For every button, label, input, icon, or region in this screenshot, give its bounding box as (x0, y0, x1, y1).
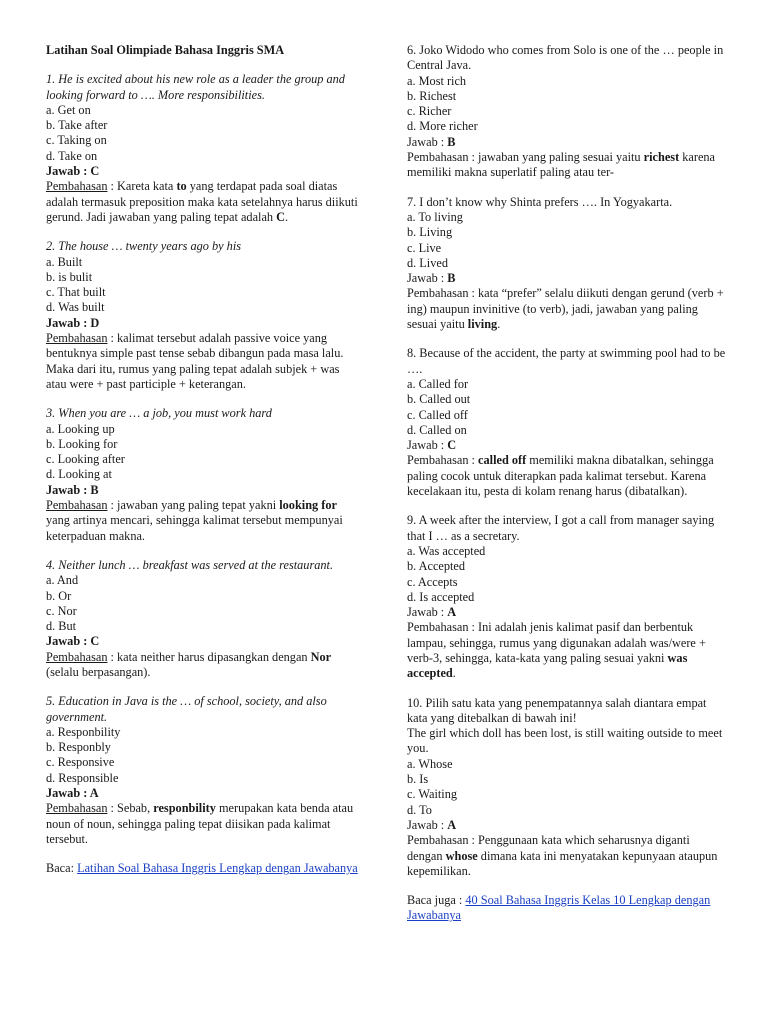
question-text: 2. The house … twenty years ago by his (46, 239, 242, 254)
related-article-link[interactable]: 40 Soal Bahasa Inggris Kelas 10 Lengkap dengan Jawabanya (407, 893, 711, 923)
option-b: b. Take after (46, 118, 108, 133)
discussion-bold: responbility (153, 801, 216, 816)
discussion-bold: living (467, 317, 498, 332)
option-d: d. Looking at (46, 467, 112, 482)
discussion (46, 650, 362, 681)
option-d: d. Was built (46, 300, 105, 315)
option-b: b. Richest (407, 88, 457, 103)
option-b: b. is bulit (46, 269, 93, 284)
question-text: 7. I don’t know why Shinta prefers …. In Yogyakarta. (407, 194, 673, 209)
option-d: d. Called on (407, 422, 467, 437)
option-d: d. But (46, 619, 77, 634)
option-b: b. Looking for (46, 436, 118, 451)
discussion-text: Pembahasan : (407, 453, 479, 468)
discussion-label: Pembahasan (46, 179, 108, 194)
question-text: 9. A week after the interview, I got a call from manager saying that I … as a secretary. (407, 513, 715, 543)
discussion-text: : kalimat tersebut adalah passive voice yang bentuknya simple past tense sebab dibangun pada masa lalu. Maka dari itu, rumus yang paling tepat adalah subjek + was atau were + past participle + keterangan. (46, 331, 344, 391)
option-d: d. More richer (407, 119, 478, 134)
option-c: c. Taking on (46, 133, 107, 148)
discussion (407, 453, 727, 499)
page-title: Latihan Soal Olimpiade Bahasa Inggris SMA (46, 43, 285, 57)
discussion-text: . (285, 209, 289, 224)
discussion-text: (selalu berpasangan). (46, 664, 151, 679)
question-4 (46, 558, 362, 680)
read-also-prefix: Baca juga : (407, 893, 466, 908)
answer-label: Jawab : (407, 817, 448, 832)
option-a: a. Was accepted (407, 543, 486, 558)
answer-letter: C (447, 438, 457, 453)
question-text: 10. Pilih satu kata yang penempatannya salah diantara empat kata yang ditebalkan di bawah ini! (407, 695, 707, 725)
option-a: a. Looking up (46, 421, 115, 436)
discussion-text: Pembahasan : jawaban yang paling sesuai yaitu (407, 150, 644, 165)
option-a: a. Built (46, 254, 83, 269)
answer: Jawab : C (46, 634, 100, 649)
question-1 (46, 72, 362, 225)
question-2 (46, 239, 362, 392)
discussion (407, 150, 727, 181)
option-c: c. Live (407, 240, 442, 255)
discussion-text: : kata neither harus dipasangkan dengan (107, 649, 311, 664)
discussion-text: : Sebab, (107, 801, 154, 816)
discussion (46, 331, 362, 392)
discussion-label: Pembahasan (46, 331, 108, 346)
option-a: a. Whose (407, 756, 453, 771)
option-b: b. Living (407, 225, 453, 240)
option-b: b. Responbly (46, 740, 111, 755)
discussion-text: Pembahasan : Penggunaan kata which seharusnya diganti dengan (407, 833, 690, 863)
option-d: d. Take on (46, 148, 98, 163)
discussion-text: Pembahasan : Ini adalah jenis kalimat pasif dan berbentuk lampau, sehingga, rumus yang digunakan adalah was/were + verb-3, sehingga, kata-kata yang paling sesuai yakni (407, 620, 706, 665)
discussion (46, 801, 362, 847)
answer (407, 605, 727, 620)
answer-label: Jawab : (407, 134, 448, 149)
answer: Jawab : A (46, 786, 99, 801)
option-d: d. Is accepted (407, 589, 475, 604)
option-c: c. Accepts (407, 574, 458, 589)
answer (407, 818, 727, 833)
answer-label: Jawab : (407, 271, 448, 286)
option-a: a. To living (407, 209, 463, 224)
answer-letter: A (447, 605, 457, 620)
read-also (46, 861, 362, 876)
discussion-text: karena memiliki makna superlatif paling atau ter- (407, 150, 716, 180)
option-d: d. To (407, 802, 432, 817)
option-c: c. Waiting (407, 787, 458, 802)
question-text: 5. Education in Java is the … of school, society, and also government. (46, 694, 327, 724)
discussion-label: Pembahasan (46, 649, 108, 664)
discussion-text: . (497, 317, 501, 332)
discussion-text: dimana kata ini menyatakan kepunyaan ataupun kepemilikan. (407, 848, 718, 878)
answer: Jawab : D (46, 315, 100, 330)
right-column (407, 43, 727, 924)
answer-letter: A (447, 817, 457, 832)
related-article-link[interactable]: Latihan Soal Bahasa Inggris Lengkap dengan Jawabanya (77, 861, 358, 876)
question-text: 4. Neither lunch … breakfast was served at the restaurant. (46, 557, 334, 572)
question-10 (407, 696, 727, 880)
discussion-bold: to (176, 179, 187, 194)
option-b: b. Is (407, 772, 429, 787)
discussion-text: memiliki makna dibatalkan, sehingga paling cocok untuk diterapkan pada kalimat tersebut. Karena kecelakaan itu, pesta di kolam renang harus (dibatalkan). (407, 453, 714, 499)
discussion (407, 833, 727, 879)
option-c: c. Called off (407, 407, 468, 422)
question-sentence: The girl which doll has been lost, is still waiting outside to meet you. (407, 726, 723, 756)
read-also-prefix: Baca: (46, 861, 78, 876)
discussion-bold: Nor (310, 649, 332, 664)
option-c: c. That built (46, 285, 106, 300)
option-d: d. Lived (407, 255, 448, 270)
discussion-text: yang terdapat pada soal diatas adalah termasuk preposition maka kata setelahnya harus diikuti gerund. Jadi jawaban yang paling tepat adalah (46, 179, 358, 224)
discussion (46, 498, 362, 544)
answer: Jawab : C (46, 164, 100, 179)
discussion (407, 286, 727, 332)
discussion-text: merupakan kata benda atau noun of noun, sehingga paling tepat diisikan pada kalimat tersebut. (46, 801, 354, 846)
discussion-bold: looking for (279, 498, 337, 513)
answer (407, 438, 727, 453)
discussion-text: yang artinya mencari, sehingga kalimat tersebut mempunyai keterpaduan makna. (46, 513, 343, 543)
discussion-text: : jawaban yang paling tepat yakni (107, 498, 280, 513)
question-8 (407, 346, 727, 499)
answer-letter: B (447, 134, 456, 149)
answer (407, 135, 727, 150)
answer (407, 271, 727, 286)
discussion-bold: whose (445, 848, 478, 863)
question-text: 1. He is excited about his new role as a leader the group and looking forward to …. More responsibilities. (46, 72, 345, 102)
question-text: 3. When you are … a job, you must work hard (46, 406, 272, 421)
discussion-bold: was accepted (407, 650, 688, 681)
answer-label: Jawab : (407, 438, 448, 453)
discussion-bold: C (276, 209, 286, 224)
discussion-label: Pembahasan (46, 498, 108, 513)
discussion-text: : Kareta kata (107, 179, 177, 194)
answer-letter: B (447, 271, 456, 286)
option-d: d. Responsible (46, 770, 119, 785)
option-a: a. Called for (407, 376, 469, 391)
question-9 (407, 513, 727, 681)
discussion-bold: called off (478, 453, 527, 468)
option-b: b. Or (46, 588, 72, 603)
option-b: b. Accepted (407, 559, 466, 574)
discussion-bold: richest (643, 150, 680, 165)
question-6 (407, 43, 727, 181)
option-a: a. Get on (46, 102, 91, 117)
answer: Jawab : B (46, 482, 99, 497)
discussion-label: Pembahasan (46, 801, 108, 816)
option-c: c. Responsive (46, 755, 115, 770)
read-also (407, 893, 727, 924)
discussion (407, 620, 727, 681)
question-text: 8. Because of the accident, the party at swimming pool had to be …. (407, 346, 726, 376)
option-c: c. Richer (407, 104, 452, 119)
option-a: a. Responbility (46, 724, 121, 739)
option-c: c. Nor (46, 603, 77, 618)
question-7 (407, 195, 727, 333)
question-3 (46, 406, 362, 544)
answer-label: Jawab : (407, 605, 448, 620)
discussion-text: . (452, 666, 456, 681)
question-5 (46, 694, 362, 847)
left-column (46, 43, 362, 877)
discussion-text: Pembahasan : kata “prefer” selalu diikuti dengan gerund (verb + ing) maupun invinitive (to verb), jadi, jawaban yang paling sesuai yaitu (407, 286, 724, 332)
option-a: a. And (46, 573, 79, 588)
option-b: b. Called out (407, 392, 471, 407)
option-a: a. Most rich (407, 73, 467, 88)
option-c: c. Looking after (46, 452, 125, 467)
discussion (46, 179, 362, 225)
question-text: 6. Joko Widodo who comes from Solo is one of the … people in Central Java. (407, 43, 724, 73)
